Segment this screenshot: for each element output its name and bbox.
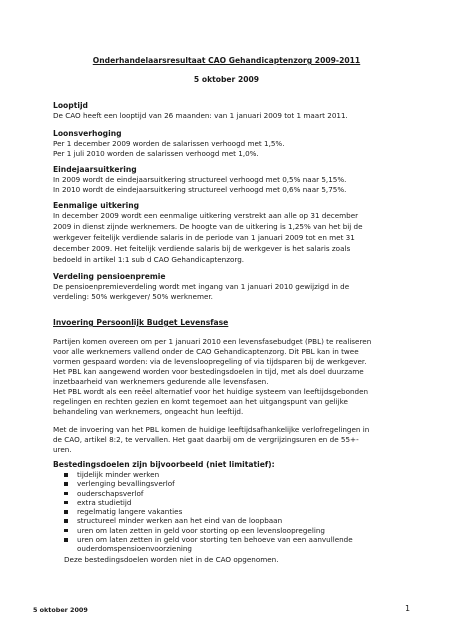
pbl-p1-line-1: Partijen komen overeen om per 1 januari 2010 een levensfasebudget (PBL) te realiseren — [53, 337, 372, 346]
pbl-p2-line-3: uren. — [53, 445, 72, 454]
pbl-p1-line-7: regelingen en rechten gezien en komt tegemoet aan het uitgangspunt van gelijke — [53, 397, 348, 406]
pensioen-line-2: verdeling: 50% werkgever/ 50% werknemer. — [53, 292, 213, 301]
looptijd-line: De CAO heeft een looptijd van 26 maanden: van 1 januari 2009 tot 1 maart 2011. — [53, 111, 348, 120]
list-item: regelmatig langere vakanties — [64, 507, 353, 516]
pbl-p2-line-2: de CAO, artikel 8:2, te vervallen. Het gaat daarbij om de vergrijzingsuren en de 55+- — [53, 435, 359, 444]
list-item: uren om laten zetten in geld voor storting op een levensloopregeling — [64, 526, 353, 535]
pbl-p1-line-8: behandeling van werknemers, ongeacht hun leeftijd. — [53, 407, 244, 416]
eenmalig-line-5: bedoeld in artikel 1:1 sub d CAO Gehandicaptenzorg. — [53, 255, 245, 264]
document-date: 5 oktober 2009 — [193, 75, 260, 84]
list-item: uren om laten zetten in geld voor storting ten behoeve van een aanvullende ouderdomspensioenvoorziening — [64, 535, 353, 554]
document-title: Onderhandelaarsresultaat CAO Gehandicaptenzorg 2009-2011 — [92, 56, 361, 65]
pbl-p1-line-5: inzetbaarheid van werknemers gedurende alle levensfasen. — [53, 377, 269, 386]
eindejaar-line-2: In 2010 wordt de eindejaarsuitkering structureel verhoogd met 0,6% naar 5,75%. — [53, 185, 347, 194]
loon-line-2: Per 1 juli 2010 worden de salarissen verhoogd met 1,0%. — [53, 149, 259, 158]
eenmalig-line-4: december 2009. Het feitelijk verdiende salaris bij de werkgever is het salaris zoals — [53, 244, 351, 253]
bullet-icon — [64, 482, 68, 486]
page-number: 1 — [405, 604, 411, 613]
pbl-p1-line-6: Het PBL wordt als een reëel alternatief voor het huidige systeem van leeftijdsgebonden — [53, 387, 369, 396]
list-item: extra studietijd — [64, 498, 353, 507]
bullet-icon — [64, 519, 68, 523]
heading-verdeling-pensioenpremie: Verdeling pensioenpremie — [53, 272, 166, 281]
eindejaar-line-1: In 2009 wordt de eindejaarsuitkering structureel verhoogd met 0,5% naar 5,15%. — [53, 175, 347, 184]
heading-invoering-pbl: Invoering Persoonlijk Budget Levensfase — [53, 318, 229, 327]
eenmalig-line-2: 2009 in dienst zijnde werknemers. De hoogte van de uitkering is 1,25% van het bij de — [53, 222, 363, 231]
footer-date: 5 oktober 2009 — [33, 606, 88, 614]
bullet-icon — [64, 492, 68, 496]
pbl-p1-line-2: voor alle werknemers vallend onder de CAO Gehandicaptenzorg. Dit PBL kan in twee — [53, 347, 359, 356]
pbl-p2-line-1: Met de invoering van het PBL komen de huidige leeftijdsafhankelijke verlofregelingen in — [53, 425, 370, 434]
bullet-icon — [64, 529, 68, 533]
bestedingsdoelen-closing: Deze bestedingsdoelen worden niet in de CAO opgenomen. — [64, 555, 279, 564]
list-item: ouderschapsverlof — [64, 489, 353, 498]
bullet-icon — [64, 538, 68, 542]
eenmalig-line-1: In december 2009 wordt een eenmalige uitkering verstrekt aan alle op 31 december — [53, 211, 359, 220]
bestedingsdoelen-list — [64, 470, 353, 554]
heading-looptijd: Looptijd — [53, 101, 88, 110]
loon-line-1: Per 1 december 2009 worden de salarissen verhoogd met 1,5%. — [53, 139, 285, 148]
heading-loonsverhoging: Loonsverhoging — [53, 129, 122, 138]
list-item: verlenging bevallingsverlof — [64, 479, 353, 488]
list-item: structureel minder werken aan het eind van de loopbaan — [64, 516, 353, 525]
list-item-continuation: ouderdomspensioenvoorziening — [77, 544, 192, 554]
pensioen-line-1: De pensioenpremieverdeling wordt met ingang van 1 januari 2010 gewijzigd in de — [53, 282, 350, 291]
bullet-icon — [64, 501, 68, 505]
list-item: tijdelijk minder werken — [64, 470, 353, 479]
pbl-p1-line-4: Het PBL kan aangewend worden voor bestedingsdoelen in tijd, met als doel duurzame — [53, 367, 364, 376]
bullet-icon — [64, 510, 68, 514]
pbl-p1-line-3: vormen gespaard worden: via de levensloopregeling of via tijdsparen bij de werkgever. — [53, 357, 367, 366]
eenmalig-line-3: werkgever feitelijk verdiende salaris in de periode van 1 januari 2009 tot en met 31 — [53, 233, 355, 242]
heading-eenmalige-uitkering: Eenmalige uitkering — [53, 201, 140, 210]
bullet-icon — [64, 473, 68, 477]
heading-eindejaarsuitkering: Eindejaarsuitkering — [53, 165, 137, 174]
heading-bestedingsdoelen: Bestedingsdoelen zijn bijvoorbeeld (niet limitatief): — [53, 460, 275, 469]
